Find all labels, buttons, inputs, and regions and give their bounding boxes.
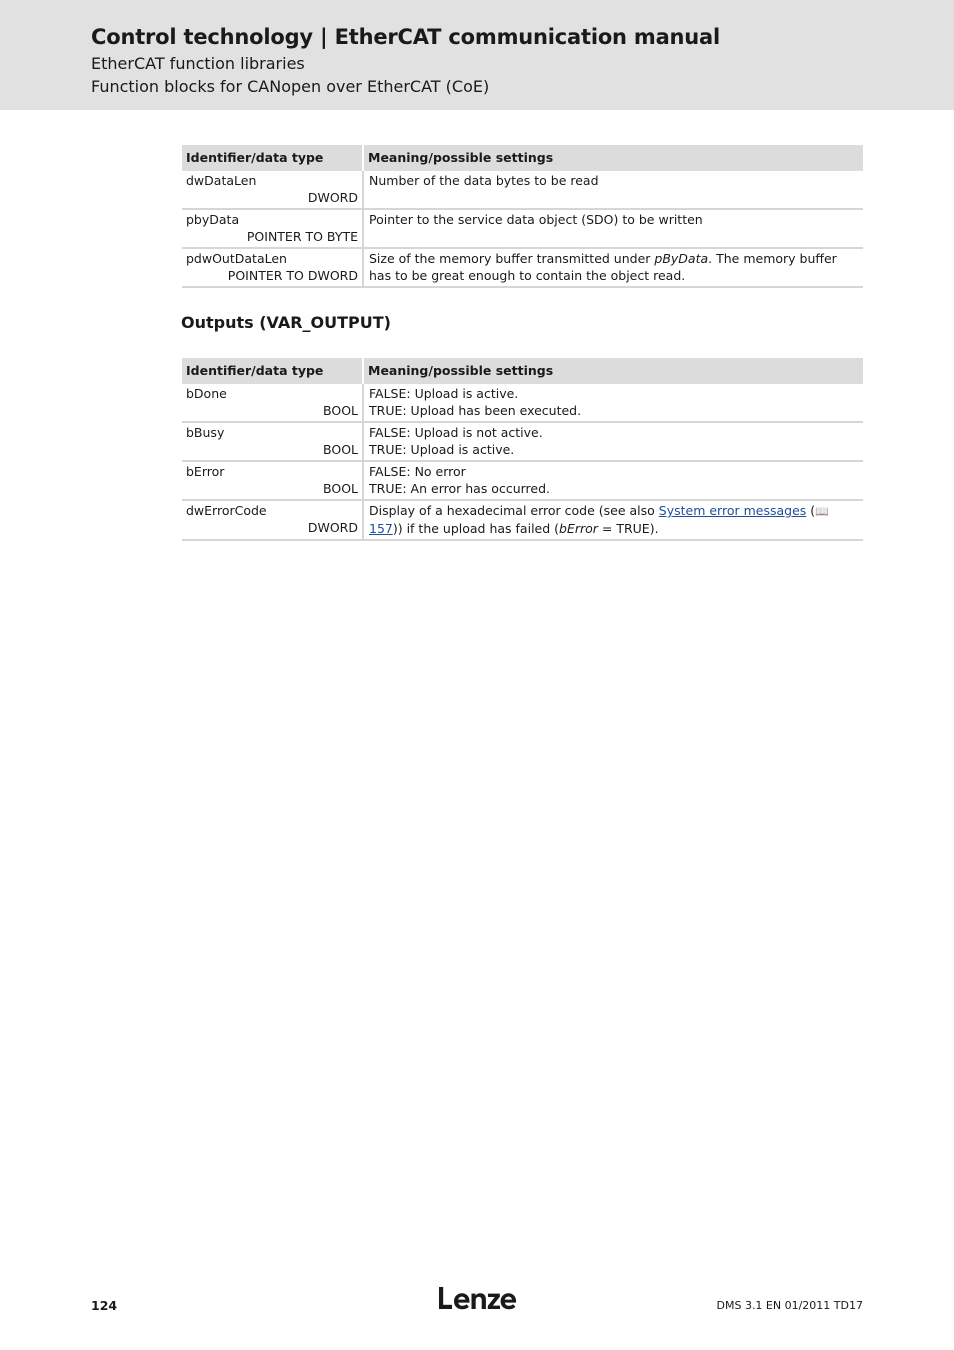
identifier-name: pbyData xyxy=(186,212,240,227)
system-error-messages-link[interactable]: System error messages xyxy=(658,503,807,518)
meaning-cell: Pointer to the service data object (SDO) to be written xyxy=(363,209,863,248)
identifier-cell xyxy=(182,248,363,287)
meaning-cell xyxy=(363,500,863,540)
data-type: BOOL xyxy=(323,480,358,496)
meaning-line: TRUE: Upload has been executed. xyxy=(369,402,582,418)
table-row xyxy=(182,422,863,461)
identifier-cell xyxy=(182,384,363,422)
table-row xyxy=(182,461,863,500)
table-row xyxy=(182,171,863,209)
meaning-line: FALSE: Upload is not active. xyxy=(369,425,543,440)
table-header-row xyxy=(182,145,863,171)
meaning-emphasis: bError xyxy=(559,520,598,536)
data-type: POINTER TO BYTE xyxy=(246,228,358,244)
table-row xyxy=(182,248,863,287)
table-row xyxy=(182,384,863,422)
table-header-row xyxy=(182,358,863,384)
meaning-text: Size of the memory buffer transmitted under xyxy=(369,251,655,266)
meaning-text: . The memory buffer has to be great enough to contain the object read. xyxy=(369,251,837,283)
book-icon: 📖 xyxy=(815,505,829,518)
meaning-cell: Number of the data bytes to be read xyxy=(363,171,863,209)
column-header-meaning: Meaning/possible settings xyxy=(363,145,863,171)
identifier-name: bBusy xyxy=(186,425,225,440)
identifier-cell xyxy=(182,422,363,461)
data-type: DWORD xyxy=(307,189,358,205)
meaning-text: Display of a hexadecimal error code (see also xyxy=(369,503,659,518)
identifier-cell xyxy=(182,461,363,500)
identifier-cell xyxy=(182,500,363,540)
identifier-cell xyxy=(182,209,363,248)
meaning-line: FALSE: Upload is active. xyxy=(369,386,519,401)
table-row xyxy=(182,500,863,540)
outputs-table xyxy=(182,358,863,541)
meaning-line: TRUE: An error has occurred. xyxy=(369,480,550,496)
identifier-name: pdwOutDataLen xyxy=(186,251,287,266)
paren-open: ( xyxy=(806,503,816,518)
meaning-text: )) if the upload has failed ( xyxy=(392,520,560,536)
data-type: BOOL xyxy=(323,441,358,457)
column-header-identifier: Identifier/data type xyxy=(182,145,363,171)
identifier-cell xyxy=(182,171,363,209)
table-row xyxy=(182,209,863,248)
meaning-cell xyxy=(363,422,863,461)
identifier-name: dwErrorCode xyxy=(186,503,267,518)
chapter-title: EtherCAT function libraries xyxy=(91,54,305,73)
column-header-identifier: Identifier/data type xyxy=(182,358,363,384)
document-title: Control technology | EtherCAT communication manual xyxy=(91,25,721,49)
document-id: DMS 3.1 EN 01/2011 TD17 xyxy=(716,1299,863,1312)
data-type: POINTER TO DWORD xyxy=(227,267,358,283)
meaning-line: FALSE: No error xyxy=(369,464,466,479)
page-number: 124 xyxy=(91,1298,118,1313)
identifier-name: dwDataLen xyxy=(186,173,257,188)
meaning-text: = TRUE). xyxy=(597,520,659,536)
inputs-table xyxy=(182,145,863,288)
meaning-cell xyxy=(363,248,863,287)
meaning-line: TRUE: Upload is active. xyxy=(369,441,515,457)
lenze-logo xyxy=(437,1284,517,1316)
data-type: BOOL xyxy=(323,402,358,418)
meaning-cell xyxy=(363,384,863,422)
column-header-meaning: Meaning/possible settings xyxy=(363,358,863,384)
page-reference-number: 157 xyxy=(369,520,393,536)
outputs-heading: Outputs (VAR_OUTPUT) xyxy=(181,313,391,332)
identifier-name: bDone xyxy=(186,386,227,401)
meaning-cell xyxy=(363,461,863,500)
data-type: DWORD xyxy=(307,519,358,535)
meaning-emphasis: pByData xyxy=(654,251,709,266)
identifier-name: bError xyxy=(186,464,225,479)
section-title: Function blocks for CANopen over EtherCAT (CoE) xyxy=(91,77,490,96)
page-header xyxy=(0,0,954,110)
